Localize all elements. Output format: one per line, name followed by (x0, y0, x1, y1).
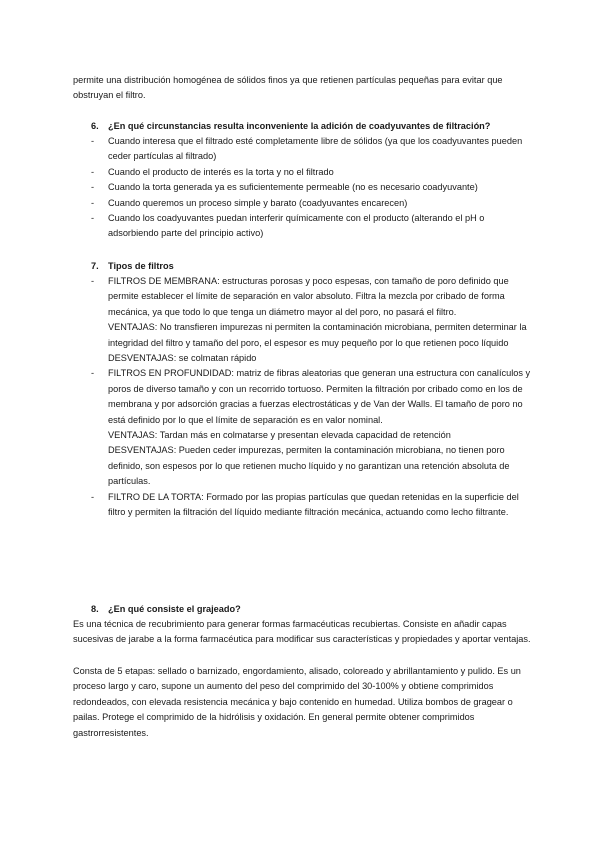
list-item (91, 196, 531, 211)
section-7-title: Tipos de filtros (108, 261, 174, 271)
list-item (91, 134, 531, 165)
section-6-number: 6. (91, 121, 99, 131)
profundidad-ventajas: VENTAJAS: Tardan más en colmatarse y presentan elevada capacidad de retención (108, 430, 451, 441)
list-dash: - (91, 213, 95, 224)
membrana-desc: FILTROS DE MEMBRANA: estructuras porosas y poco espesas, con tamaño de poro definido que permite establecer el límite de separación en valor absoluto. Filtra la mezcla por cribado de forma mecánica, ya que todo lo que tenga un diámetro mayor al del poro, no pasará el filtro. (108, 276, 509, 317)
list-item-torta (91, 490, 531, 521)
list-dash: - (91, 166, 95, 177)
section-8-title: ¿En qué consiste el grajeado? (108, 604, 241, 614)
list-dash: - (91, 276, 95, 286)
membrana-ventajas: VENTAJAS: No transfieren impurezas ni permiten la contaminación microbiana, permiten determinar la integridad del filtro y tamaño del poro, el espesor es muy pequeño por lo que retienen poco líquido (108, 322, 527, 348)
list-item (91, 165, 531, 180)
list-dash: - (91, 182, 95, 193)
list-item-text: Cuando interesa que el filtrado esté completamente libre de sólidos (ya que los coadyuvantes pueden ceder partículas al filtrado) (108, 136, 523, 162)
list-dash: - (91, 197, 95, 208)
section-8-paragraph-1: Es una técnica de recubrimiento para generar formas farmacéuticas recubiertas. Consiste en añadir capas sucesivas de jarabe a la forma farmacéutica para modificar sus características y propiedades y aportar ventajas. (73, 619, 531, 645)
list-dash: - (91, 491, 95, 502)
list-dash: - (91, 368, 95, 379)
list-item-text: Cuando la torta generada ya es suficientemente permeable (no es necesario coadyuvante) (108, 182, 478, 193)
intro-paragraph: permite una distribución homogénea de sólidos finos ya que retienen partículas pequeñas para evitar que obstruyan el filtro. (73, 75, 503, 101)
list-item (91, 211, 531, 242)
profundidad-desventajas: DESVENTAJAS: Pueden ceder impurezas, permiten la contaminación microbiana, no tienen poro definido, son espesos por lo que retienen mucho líquido y no garantizan una retención absoluta de partículas. (108, 445, 510, 487)
section-8-number: 8. (91, 604, 99, 614)
list-item-membrana (91, 274, 531, 366)
list-item (91, 180, 531, 195)
torta-desc: FILTRO DE LA TORTA: Formado por las propias partículas que quedan retenidas en la superficie del filtro y permiten la filtración del líquido mediante filtración mecánica, actuando como lecho filtrante. (108, 491, 519, 518)
list-item-text: Cuando el producto de interés es la torta y no el filtrado (108, 166, 334, 177)
section-8-paragraph-2: Consta de 5 etapas: sellado o barnizado, engordamiento, alisado, coloreado y abrillantamiento y pulido. Es un proceso largo y caro, supone un aumento del peso del comprimido del 30-100% y obtiene comprimidos redondeados, con elevada resistencia mecánica y bajo contenido en humedad. Utiliza bombos de gragear o pailas. Protege el comprimido de la hidrólisis y oxidación. En general permite obtener comprimidos gastrorresistentes. (73, 666, 521, 738)
list-item-profundidad (91, 366, 531, 489)
section-6-title: ¿En qué circunstancias resulta inconveniente la adición de coadyuvantes de filtración? (108, 121, 491, 131)
section-6-list (91, 134, 531, 242)
list-dash: - (91, 136, 95, 146)
profundidad-desc: FILTROS EN PROFUNDIDAD: matriz de fibras aleatorias que generan una estructura con canalículos y poros de diverso tamaño y con un recorrido tortuoso. Permiten la filtración por cribado como en los de membrana y por adsorción gracias a fuerzas electrostáticas y de Van der Walls. El tamaño de poro no está definido por lo que el límite de separación es en valor nominal. (108, 368, 531, 425)
list-item-text: Cuando queremos un proceso simple y barato (coadyuvantes encarecen) (108, 197, 408, 208)
membrana-desventajas: DESVENTAJAS: se colmatan rápido (108, 353, 257, 364)
section-7-number: 7. (91, 261, 99, 271)
section-7-list (91, 274, 531, 521)
list-item-text: Cuando los coadyuvantes puedan interferir químicamente con el producto (alterando el pH o adsorbiendo parte del principio activo) (108, 213, 485, 239)
